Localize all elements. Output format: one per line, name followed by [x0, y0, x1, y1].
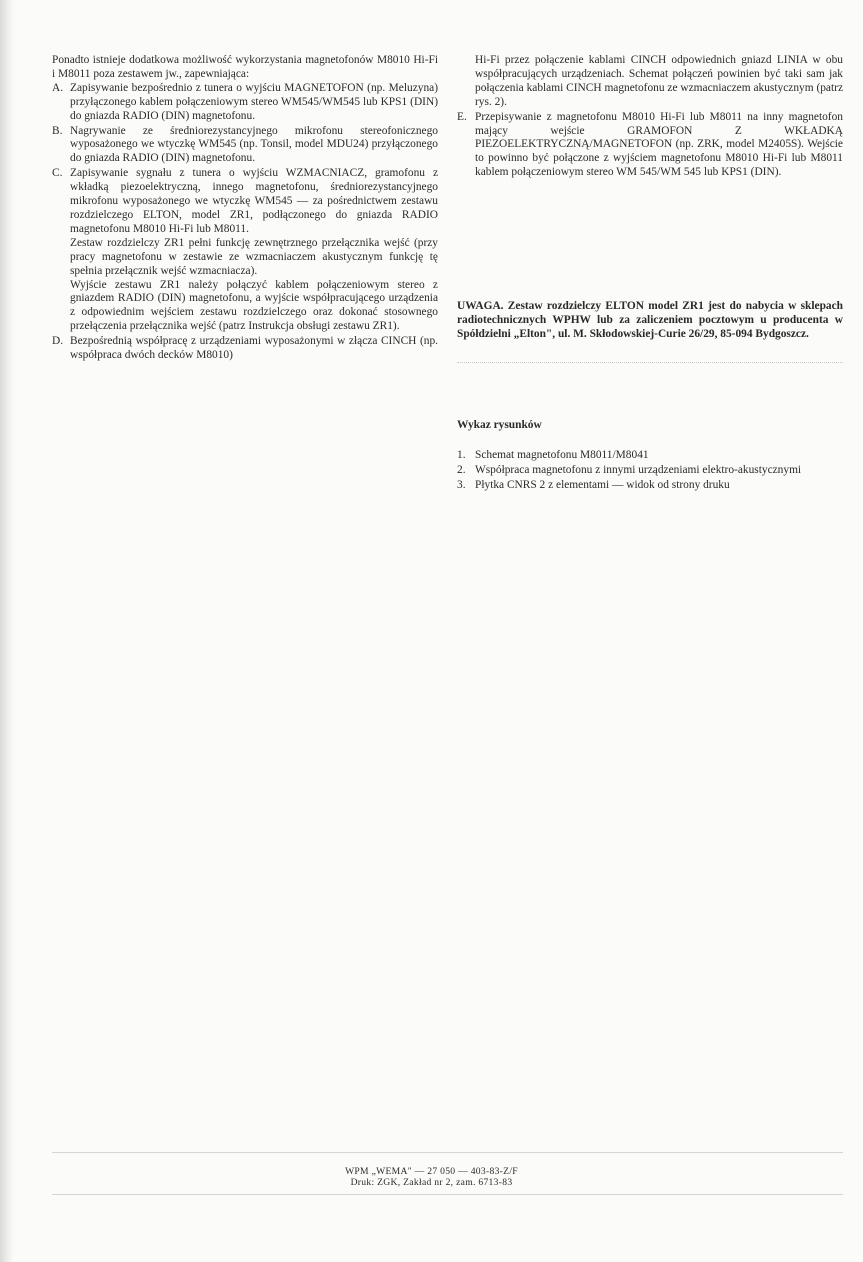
item-text: Przepisywanie z magnetofonu M8010 Hi-Fi lub M8011 na inny magnetofon mający wejście GRAMOFON Z WKŁADKĄ PIEZOELEKTRYCZNĄ/MAGNETOFON (np. ZRK, model M2405S). Wejście to powinno być połączone z wyjściem magnetofonu M8010 Hi-Fi lub M8011 kablem połączeniowym stereo WM 545/WM 545 lub KPS1 (DIN).	[475, 110, 843, 179]
printer-imprint	[0, 1166, 863, 1188]
right-column	[457, 54, 843, 181]
footer-rule-bottom	[52, 1194, 843, 1195]
item-text: Współpraca magnetofonu z innymi urządzeniami elektro-akustycznymi	[475, 463, 802, 476]
figure-item	[457, 479, 843, 493]
item-text: Zestaw rozdzielczy ZR1 pełni funkcję zewnętrznego przełącznika wejść (przy pracy magnetofonu w zestawie ze wzmacniaczem akustycznym funkcję tę spełnia przełącznik wejść wzmacniacza).	[70, 236, 438, 277]
item-marker: C.	[52, 167, 63, 180]
item-text: Płytka CNRS 2 z elementami — widok od strony druku	[475, 478, 730, 491]
item-text: Nagrywanie ze średniorezystancyjnego mikrofonu stereofonicznego wyposażonego we wtyczkę WM545 (np. Tonsil, model MDU24) przyłączonego do gniazda RADIO (DIN) magnetofonu.	[70, 124, 438, 165]
item-marker: 1.	[457, 449, 466, 461]
list-item-c	[52, 167, 438, 334]
list-item-d-continued	[457, 54, 843, 110]
figures-list	[457, 449, 843, 494]
item-text: Zapisywanie sygnału z tunera o wyjściu WZMACNIACZ, gramofonu z wkładką piezoelektryczną, innego magnetofonu, średniorezystancyjnego mikrofonu wyposażonego we wtyczkę WM545 — za pośrednictwem zestawu rozdzielczego ELTON, model ZR1, podłączonego do gniazda RADIO magnetofonu M8010 Hi-Fi lub M8011.	[70, 167, 438, 235]
item-marker: D.	[52, 335, 64, 348]
figures-title: Wykaz rysunków	[457, 419, 542, 431]
item-text: Schemat magnetofonu M8011/M8041	[475, 449, 649, 461]
page-scan-edge	[0, 0, 14, 1262]
item-text: Wyjście zestawu ZR1 należy połączyć kablem połączeniowym stereo z gniazdem RADIO (DIN) magnetofonu, a wyjście współpracującego urządzenia z odpowiednim wejściem zestawu rozdzielczego oraz dokonać stosownego przełączenia przełącznika wejść (patrz Instrukcja obsługi zestawu ZR1).	[70, 278, 438, 333]
divider	[457, 362, 843, 363]
list-item-b	[52, 125, 438, 167]
item-text: Zapisywanie bezpośrednio z tunera o wyjściu MAGNETOFON (np. Meluzyna) przyłączonego kablem połączeniowym stereo WM545/WM545 lub KPS1 (DIN) do gniazda RADIO (DIN) magnetofonu.	[70, 81, 438, 122]
list-item-e	[457, 111, 843, 181]
figure-item	[457, 449, 843, 463]
footer-rule-top	[52, 1152, 843, 1153]
list-item-a	[52, 82, 438, 124]
figure-item	[457, 464, 843, 478]
item-marker: 3.	[457, 478, 466, 491]
intro-paragraph: Ponadto istnieje dodatkowa możliwość wykorzystania magnetofonów M8010 Hi-Fi i M8011 poza zestawem jw., zapewniająca:	[52, 54, 438, 80]
item-marker: 2.	[457, 463, 466, 476]
list-item-d	[52, 335, 438, 363]
item-marker: A.	[52, 81, 64, 94]
imprint-line-1: WPM „WEMA" — 27 050 — 403-83-Z/F	[345, 1166, 518, 1177]
note-paragraph: UWAGA. Zestaw rozdzielczy ELTON model ZR1 jest do nabycia w sklepach radiotechnicznych WPHW lub za zaliczeniem pocztowym u producenta w Spółdzielni „Elton", ul. M. Skłodowskiej-Curie 26/29, 85-094 Bydgoszcz.	[457, 300, 843, 340]
item-marker: B.	[52, 124, 63, 137]
left-column	[52, 54, 438, 364]
item-marker: E.	[457, 110, 467, 123]
imprint-line-2: Druk: ZGK, Zakład nr 2, zam. 6713-83	[350, 1177, 513, 1188]
item-text: Bezpośrednią współpracę z urządzeniami wyposażonymi w złącza CINCH (np. współpraca dwóch decków M8010)	[70, 335, 438, 362]
item-text: Hi-Fi przez połączenie kablami CINCH odpowiednich gniazd LINIA w obu współpracujących urządzeniach. Schemat połączeń powinien być taki sam jak połączenia kablami CINCH magnetofonu ze wzmacniaczem akustycznym (patrz rys. 2).	[475, 54, 843, 108]
